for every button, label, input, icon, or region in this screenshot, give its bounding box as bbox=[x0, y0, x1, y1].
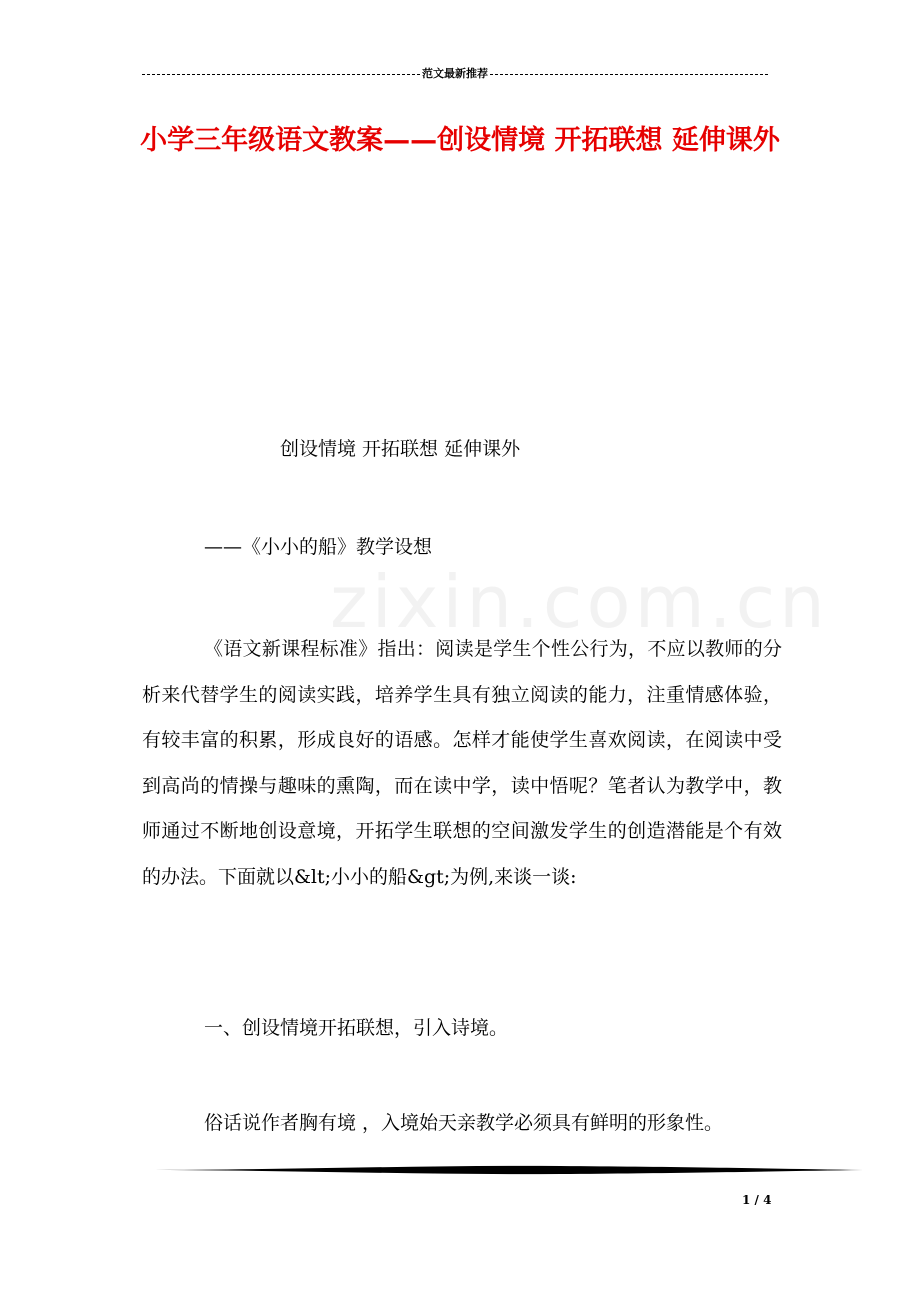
header-left-dashes bbox=[142, 74, 420, 75]
document-title: 小学三年级语文教案——创设情境 开拓联想 延伸课外 bbox=[140, 125, 780, 156]
body-paragraph-1: 《语文新课程标准》指出：阅读是学生个性公行为，不应以教师的分析来代替学生的阅读实践，培养学生具有独立阅读的能力，注重情感体验，有较丰富的积累，形成良好的语感。怎样才能使学生喜欢阅读，在阅读中受到高尚的情操与趣味的熏陶，而在读中学，读中悟呢？笔者认为教学中，教师通过不断地创设意境，开拓学生联想的空间激发学生的创造潜能是个有效的办法。下面就以&lt;小小的船&gt;为例,来谈一谈: bbox=[142, 638, 782, 888]
footer-rule bbox=[140, 1163, 863, 1177]
section-heading-1: 一、创设情境开拓联想，引入诗境。 bbox=[204, 1017, 509, 1039]
page-number: 1 / 4 bbox=[742, 1193, 772, 1207]
header-label: 范文最新推荐 bbox=[422, 67, 488, 80]
page-header bbox=[142, 66, 768, 82]
body-paragraph-2: 俗话说作者胸有境 ，入境始天亲教学必须具有鲜明的形象性。 bbox=[204, 1112, 724, 1134]
article-subtitle-secondary: ——《小小的船》教学设想 bbox=[204, 536, 433, 558]
header-right-dashes bbox=[490, 74, 768, 75]
watermark: zixin.com.cn bbox=[330, 560, 829, 644]
article-subtitle: 创设情境 开拓联想 延伸课外 bbox=[280, 438, 521, 460]
